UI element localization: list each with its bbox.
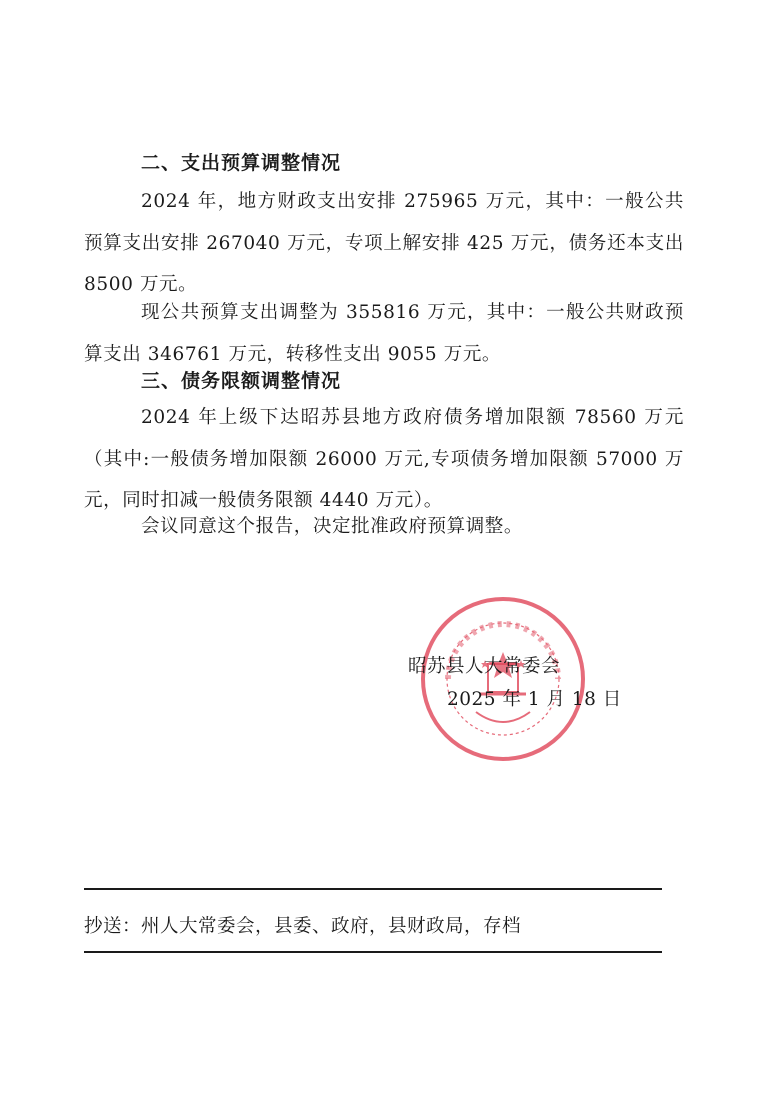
paragraph-expenditure-2024: 2024 年，地方财政支出安排 275965 万元，其中：一般公共预算支出安排 267040 万元，专项上解安排 425 万元，债务还本支出 8500 万元。 [84,191,684,295]
section-heading-expenditure: 二、支出预算调整情况 [141,152,342,174]
cc-distribution-line: 抄送：州人大常委会，县委、政府，县财政局，存档 [84,916,522,937]
paragraph-debt-limit: 2024 年上级下达昭苏县地方政府债务增加限额 78560 万元（其中:一般债务增加限额 26000 万元,专项债务增加限额 57000 万元，同时扣减一般债务限额 4440 万元）。 [84,407,684,511]
signature-date: 2025 年 1 月 18 日 [447,689,622,710]
closing-statement: 会议同意这个报告，决定批准政府预算调整。 [141,516,524,537]
official-seal-icon [418,594,588,764]
signature-org: 昭苏县人大常委会 [408,656,561,677]
cc-bottom-divider [84,951,662,953]
section-heading-debt-limit: 三、债务限额调整情况 [141,370,342,392]
paragraph-expenditure-adjusted: 现公共预算支出调整为 355816 万元，其中：一般公共财政预算支出 346761 万元，转移性支出 9055 万元。 [84,302,684,365]
cc-top-divider [84,888,662,890]
